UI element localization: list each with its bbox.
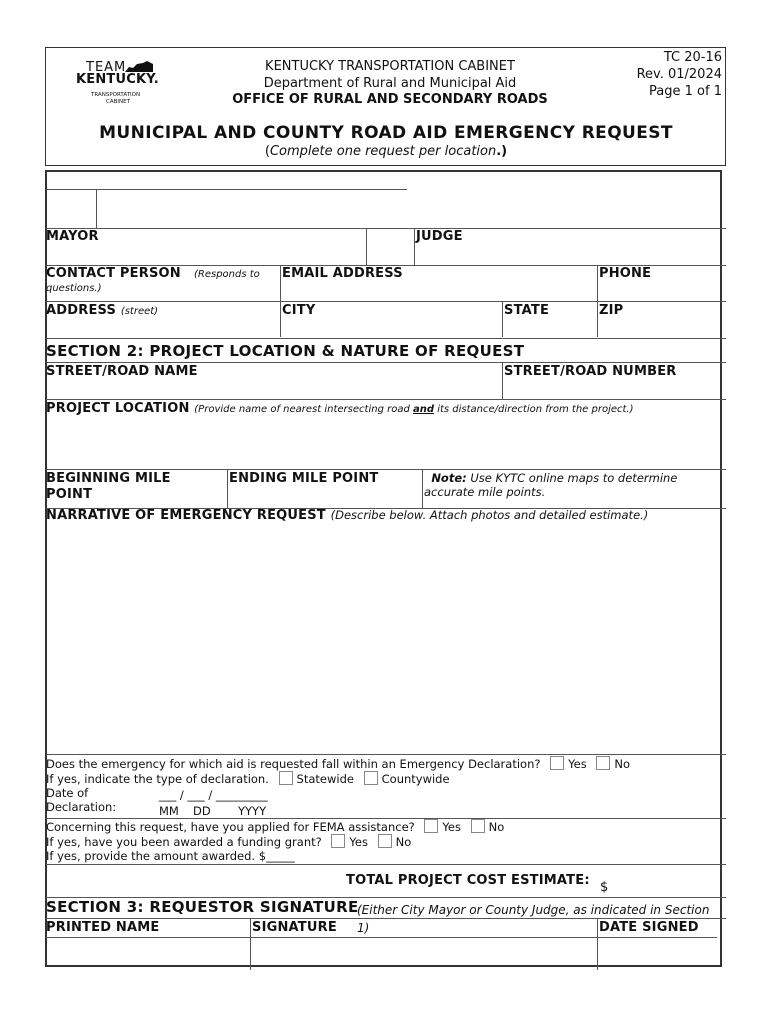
year-label: YYYY: [238, 804, 267, 818]
rule: [46, 338, 726, 339]
subtitle-close: .): [496, 144, 508, 159]
rule: [46, 362, 726, 363]
printed-name-label: PRINTED NAME: [46, 920, 160, 935]
street-road-number-label: STREET/ROAD NUMBER: [504, 364, 677, 379]
office-name: OFFICE OF RURAL AND SECONDARY ROADS: [232, 92, 548, 107]
team-kentucky-logo: [74, 58, 164, 108]
address-field[interactable]: [46, 320, 282, 338]
rule: [46, 864, 726, 865]
grant-no-label: No: [395, 835, 412, 849]
phone-label: PHONE: [599, 266, 652, 281]
rule: [96, 189, 97, 228]
judge-label: JUDGE: [416, 229, 463, 244]
logo-sub-text-2: CABINET: [106, 99, 130, 105]
subtitle-text: Complete one request per location: [269, 144, 497, 159]
hint-and: and: [412, 404, 435, 415]
day-label: DD: [193, 804, 211, 818]
declaration-yes-label: Yes: [568, 757, 587, 771]
rule: [250, 918, 251, 970]
note-text: Use KYTC online maps to determine accurate mile points.: [424, 471, 678, 499]
rule: [46, 399, 726, 400]
fema-question: Concerning this request, have you applied for FEMA assistance?: [46, 820, 415, 834]
rule: [502, 362, 503, 399]
rule: [46, 189, 407, 190]
declaration-type-row: [46, 771, 450, 786]
beginning-mile-label: BEGINNING MILE: [46, 471, 171, 486]
statewide-checkbox[interactable]: [279, 771, 293, 785]
mile-point-note: [424, 471, 714, 507]
logo-kentucky-text: KENTUCKY.: [76, 72, 159, 87]
subtitle-open: (: [264, 144, 270, 159]
logo-sub-text: TRANSPORTATION: [91, 92, 141, 98]
logo-team-text: TEAM: [86, 60, 127, 75]
ending-mile-label: ENDING MILE POINT: [229, 471, 379, 486]
declaration-label: Declaration:: [46, 800, 117, 814]
rule: [46, 228, 726, 229]
signature-field[interactable]: [252, 940, 596, 960]
project-location-title: PROJECT LOCATION: [46, 401, 190, 416]
zip-field[interactable]: [599, 320, 720, 338]
declaration-yes-checkbox[interactable]: [550, 756, 564, 770]
rule: [46, 937, 717, 938]
rule: [46, 301, 726, 302]
hint-pre: (Provide name of nearest intersecting road: [194, 404, 413, 415]
state-field[interactable]: [504, 320, 598, 338]
contact-person-hint: (Responds to questions.): [46, 269, 260, 294]
fema-no-label: No: [488, 820, 505, 834]
grant-yes-label: Yes: [349, 835, 368, 849]
rule: [227, 469, 228, 508]
grant-question-row: [46, 834, 411, 849]
declaration-question: Does the emergency for which aid is requested fall within an Emergency Declaration?: [46, 757, 541, 771]
email-field[interactable]: [282, 284, 598, 302]
month-label: MM: [159, 804, 179, 818]
rule: [46, 469, 726, 470]
rule: [414, 228, 415, 265]
contact-person-field[interactable]: [46, 284, 282, 302]
declaration-date-label-clip: [46, 786, 156, 814]
grant-no-checkbox[interactable]: [378, 834, 392, 848]
narrative-label: [46, 508, 648, 523]
narrative-hint: (Describe below. Attach photos and detailed estimate.): [330, 508, 649, 522]
department-name: Department of Rural and Municipal Aid: [263, 76, 517, 91]
date-signed-label: DATE SIGNED: [599, 920, 699, 935]
city-field[interactable]: [282, 320, 504, 338]
declaration-question-row: [46, 756, 630, 771]
total-cost-currency[interactable]: $: [600, 880, 609, 895]
narrative-title: NARRATIVE OF EMERGENCY REQUEST: [46, 508, 326, 523]
countywide-checkbox[interactable]: [364, 771, 378, 785]
contact-person-title: CONTACT PERSON: [46, 266, 181, 281]
mayor-label: MAYOR: [46, 229, 99, 244]
section-2-heading: SECTION 2: PROJECT LOCATION & NATURE OF REQUEST: [46, 342, 525, 360]
phone-field[interactable]: [599, 284, 720, 302]
fema-yes-label: Yes: [442, 820, 461, 834]
section-3-hint: (Either City Mayor or County Judge, as indicated in Section 1): [357, 903, 710, 935]
form-subtitle: [45, 144, 727, 159]
project-location-hint: [194, 404, 633, 415]
rule: [46, 918, 726, 919]
declaration-type-question: If yes, indicate the type of declaration.: [46, 772, 269, 786]
fema-no-checkbox[interactable]: [471, 819, 485, 833]
section-3-heading: SECTION 3: REQUESTOR SIGNATURE: [46, 898, 359, 916]
rule: [366, 228, 367, 265]
project-location-label: [46, 401, 634, 416]
amount-awarded[interactable]: If yes, provide the amount awarded. $_____: [46, 849, 295, 863]
rule: [597, 918, 598, 970]
street-road-name-field[interactable]: [46, 381, 504, 399]
street-road-number-field[interactable]: [504, 381, 720, 399]
statewide-label: Statewide: [296, 772, 354, 786]
hint-post: its distance/direction from the project.): [434, 404, 634, 415]
signature-label: SIGNATURE: [252, 920, 337, 935]
address-title: ADDRESS: [46, 303, 117, 318]
state-label: STATE: [504, 303, 550, 318]
rule: [46, 754, 726, 755]
date-signed-field[interactable]: [599, 940, 718, 960]
total-cost-label: TOTAL PROJECT COST ESTIMATE:: [346, 873, 590, 888]
form-revision: Rev. 01/2024: [636, 67, 722, 82]
project-location-field[interactable]: [46, 420, 718, 470]
declaration-no-checkbox[interactable]: [596, 756, 610, 770]
zip-label: ZIP: [599, 303, 624, 318]
judge-field[interactable]: [416, 245, 720, 265]
fema-question-row: [46, 819, 504, 834]
printed-name-field[interactable]: [46, 940, 250, 960]
page-indicator: Page 1 of 1: [649, 84, 722, 99]
declaration-no-label: No: [614, 757, 630, 771]
address-hint: (street): [120, 306, 159, 317]
fema-yes-checkbox[interactable]: [424, 819, 438, 833]
declaration-date-blank[interactable]: ___ / ___ / _________: [159, 788, 268, 802]
rule: [502, 301, 503, 337]
grant-yes-checkbox[interactable]: [331, 834, 345, 848]
form-number: TC 20-16: [663, 50, 722, 65]
mayor-field[interactable]: [46, 245, 368, 265]
city-label: CITY: [282, 303, 316, 318]
street-road-name-label: STREET/ROAD NAME: [46, 364, 198, 379]
agency-name: KENTUCKY TRANSPORTATION CABINET: [265, 59, 515, 74]
date-of-label: Date of: [46, 786, 89, 800]
grant-question: If yes, have you been awarded a funding grant?: [46, 835, 322, 849]
countywide-label: Countywide: [381, 772, 450, 786]
form-title: MUNICIPAL AND COUNTY ROAD AID EMERGENCY REQUEST: [99, 123, 673, 143]
address-label: [46, 303, 158, 318]
note-label: Note:: [431, 471, 467, 485]
rule: [422, 469, 423, 508]
beginning-mile-label-2: POINT: [46, 487, 93, 502]
narrative-field[interactable]: [46, 528, 718, 756]
email-label: EMAIL ADDRESS: [282, 266, 403, 281]
